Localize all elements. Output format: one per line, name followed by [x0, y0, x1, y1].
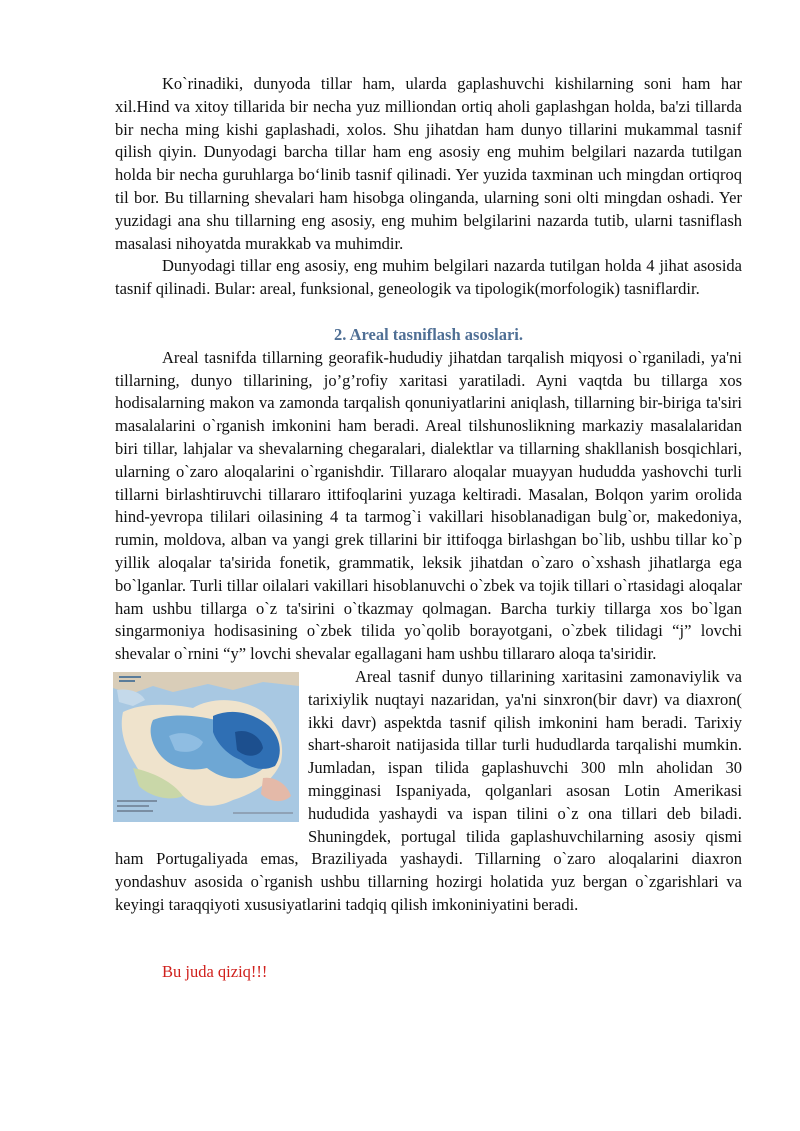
document-page	[115, 73, 742, 983]
language-map-image	[113, 672, 299, 822]
accent-note: Bu juda qiziq!!!	[162, 961, 268, 981]
paragraph-areal-map-text: Areal tasnif dunyo tillarining xaritasini zamonaviylik va tarixiylik nuqtayi nazaridan, ya'ni sinxron(bir davr) va diaxron( ikki davr) aspektda tasnif qilish imkonini ham beradi. Tarixiy shart-sharoit natijasida tillar turli hududlarda tarqalishi mumkin. Jumladan, ispan tilida gaplashuvchi 300 mln aholidan 30 mingginasi Ispaniyada, qolganlari asosan Lotin Amerikasi hududida yashaydi va ispan tilini o`z ona tillari deb biladi. Shuningdek, portugal tilida gaplashuvchilarning asosiy qismi ham Portugaliyada emas, Braziliyada yashaydi. Tillarning o`zaro aloqalarini diaxron yondashuv asosida o`rganish ushbu tillarning hozirgi holatida yuz bergan o`zgarishlari va keyingi taraqqiyoti xususiyatlarini tadqiq qilish imkoniniyatini beradi.	[115, 666, 742, 914]
paragraph-areal: Areal tasnifda tillarning georafik-hududiy jihatdan tarqalish miqyosi o`rganiladi, ya'ni tillarning, dunyo tillarining, jo’g’rofiy xaritasi yaratiladi. Ayni vaqtda bu tillarga xos hodisalarning makon va zamonda tarqalish qonuniyatlarini aniqlash, tillarning bir-biriga ta'siri masalalarini o`rganish imkonini ham beradi. Areal tilshunoslikning markaziy masalalaridan biri tillar, lahjalar va shevalarning chegaralari, dialektlar va tillarning shakllanish bosqichlari, ularning o`zaro aloqalarini o`rganishdir. Tillararo aloqalar muayyan hududda yashovchi turli tillarni birlashtiruvchi tillararo ittifoqlarini yuzaga keltiradi. Masalan, Bolqon yarim orolida hind-yevropa tililari oilasining 4 ta tarmog`i vakillari hisoblanadigan bulg`or, makedoniya, rumin, moldova, alban va yangi grek tillarini bir ittifoqga birlashgan bo`lib, ushbu tillar ko`p yillik aloqalar ta'sirida fonetik, grammatik, leksik jihatdan o`zaro o`xshash jihatlarga ega bo`lganlar. Turli tillar oilalari vakillari hisoblanuvchi o`zbek va tojik tillari o`rtasidagi aloqalar ham ushbu tillarga o`z ta'sirini o`tkazmay qolmagan. Barcha turkiy tillarga xos bo`lgan singarmoniya hodisasining o`zbek tilida yo`qolib borayotgani, o`zbek tilidagi “j” lovchi shevalar o`rnini “y” lovchi shevalar egallagani ham ushbu tillararo aloqa ta'siridir.	[115, 347, 742, 664]
paragraph-classification: Dunyodagi tillar eng asosiy, eng muhim belgilari nazarda tutilgan holda 4 jihat asosida tasnif qilinadi. Bular: areal, funksional, geneologik va tipologik(morfologik) tasniflardir.	[115, 256, 742, 299]
map-graphic	[113, 672, 299, 822]
section-heading: 2. Areal tasniflash asoslari.	[333, 324, 523, 344]
paragraph-intro: Ko`rinadiki, dunyoda tillar ham, ularda gaplashuvchi kishilarning soni ham har xil.Hind va xitoy tillarida bir necha yuz milliondan ortiq aholi gaplashgan holda, ba'zi tillarda bir necha ming kishi gaplashadi, xolos. Shu jihatdan ham dunyo tillarini mukammal tasnif qilish qiyin. Dunyodagi barcha tillar ham eng asosiy eng muhim belgilari nazarda tutilgan holda bir necha guruhlarga bo‘linib tasnif qilinadi. Yer yuzida taxminan uch mingdan ortiqroq til bor. Bu tillarning shevalari ham hisobga olinganda, ularning soni olti mingdan oshadi. Yer yuzidagi ana shu tillarning eng asosiy, eng muhim belgilarini nazarda tutib, ularni tasniflash masalasi nihoyatda murakkab va muhimdir.	[115, 74, 742, 253]
paragraph-areal-map	[115, 666, 742, 917]
